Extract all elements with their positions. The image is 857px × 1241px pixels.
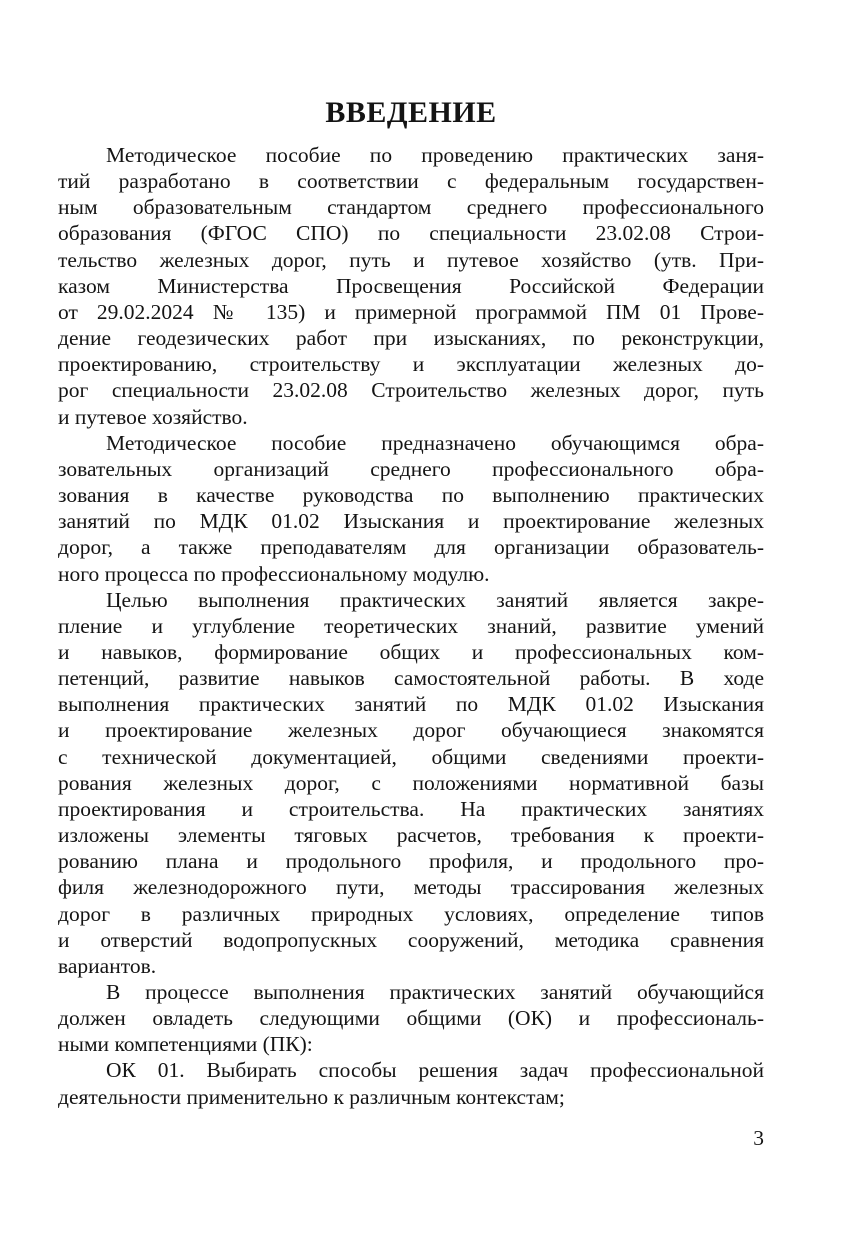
text-line: образования (ФГОС СПО) по специальности 23.02.08 Строи- [58,221,764,246]
text-line: ОК 01. Выбирать способы решения задач профессиональной [106,1058,764,1083]
text-line: дорог в различных природных условиях, определение типов [58,901,764,926]
page-number: 3 [753,1125,764,1150]
text-line: выполнения практических занятий по МДК 01.02 Изыскания [58,692,764,717]
text-line: дорог, а также преподавателям для организации образователь- [58,535,764,560]
text-line: вариантов. [58,953,157,978]
text-line: дение геодезических работ при изысканиях, по реконструкции, [58,326,764,351]
text-line: петенций, развитие навыков самостоятельной работы. В ходе [58,666,764,691]
text-line: ного процесса по профессиональному модулю. [58,561,490,586]
text-line: изложены элементы тяговых расчетов, требования к проекти- [58,823,764,848]
text-line: пление и углубление теоретических знаний, развитие умений [58,613,764,638]
paragraph [58,142,764,430]
paragraph [58,979,764,1057]
text-line: рованию плана и продольного профиля, и продольного про- [58,849,764,874]
text-line: проектированию, строительству и эксплуатации железных до- [58,352,764,377]
text-line: ными компетенциями (ПК): [58,1032,313,1057]
text-line: ным образовательным стандартом среднего профессионального [58,195,764,220]
paragraph [58,430,764,587]
text-line: казом Министерства Просвещения Российской Федерации [58,273,764,298]
text-line: и отверстий водопропускных сооружений, методика сравнения [58,927,764,952]
paragraph [58,1057,764,1109]
text-line: и проектирование железных дорог обучающиеся знакомятся [58,718,764,743]
text-line: должен овладеть следующими общими (ОК) и профессиональ- [58,1006,764,1031]
text-line: филя железнодорожного пути, методы трассирования железных [58,875,764,900]
text-line: зования в качестве руководства по выполнению практических [58,483,764,508]
text-line: рования железных дорог, с положениями нормативной базы [58,770,764,795]
text-line: зовательных организаций среднего профессионального обра- [58,456,764,481]
text-line: от 29.02.2024 № 135) и примерной программой ПМ 01 Прове- [58,299,764,324]
body-text [58,142,764,1110]
text-line: тий разработано в соответствии с федеральным государствен- [58,169,764,194]
text-line: с технической документацией, общими сведениями проекти- [58,744,764,769]
text-line: Методическое пособие по проведению практических заня- [106,143,764,167]
text-line: и навыков, формирование общих и профессиональных ком- [58,639,764,664]
text-block [58,96,764,1151]
text-line: В процессе выполнения практических занятий обучающийся [106,980,764,1004]
text-line: проектирования и строительства. На практических занятиях [58,796,764,821]
text-line: деятельности применительно к различным контекстам; [58,1084,565,1109]
page-title: ВВЕДЕНИЕ [325,96,497,129]
text-line: Целью выполнения практических занятий является закре- [106,587,764,612]
text-line: тельство железных дорог, путь и путевое хозяйство (утв. При- [58,247,764,272]
text-line: занятий по МДК 01.02 Изыскания и проектирование железных [58,509,764,534]
paragraph [58,587,764,979]
text-line: рог специальности 23.02.08 Строительство железных дорог, путь [58,378,764,403]
text-line: Методическое пособие предназначено обучающимся обра- [106,430,764,455]
text-line: и путевое хозяйство. [58,404,248,429]
